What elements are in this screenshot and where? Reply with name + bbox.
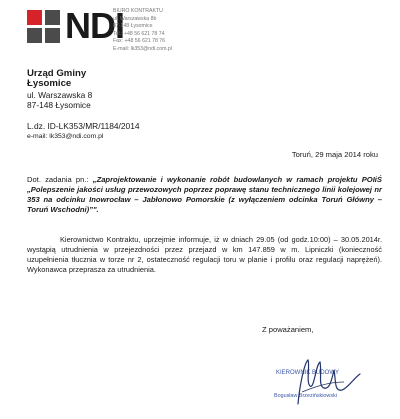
subject-title: „Zaprojektowanie i wykonanie robót budowlanych w ramach projektu POIiŚ „Polepszenie jakości usług przewozowych poprzez poprawę stanu technicznego linii kolejowej nr 353 na odcinku Inowrocław – Jabłonowo Pomorskie (z wyłączeniem odcinka Toruń Główny – Toruń Wschodni)”". bbox=[27, 175, 382, 214]
company-line: Fax: +48 56 621 78 76 bbox=[113, 38, 166, 45]
addressee-block bbox=[27, 69, 92, 111]
stamp-signature-icon bbox=[272, 352, 377, 412]
addressee-town: Łysomice bbox=[27, 78, 72, 90]
company-address-block bbox=[113, 8, 172, 54]
contact-email: e-mail: lk353@ndi.com.pl bbox=[27, 133, 104, 140]
company-line: E-mail: lk353@ndi.com.pl bbox=[113, 45, 172, 52]
addressee-postcode: 87-148 Łysomice bbox=[27, 100, 91, 111]
company-line: BIURO KONTRAKTU bbox=[113, 8, 163, 14]
subject-paragraph bbox=[27, 175, 382, 215]
logo-squares-icon bbox=[27, 10, 61, 44]
company-line: 87-148 Łysomice bbox=[113, 23, 153, 30]
addressee-street: ul. Warszawska 8 bbox=[27, 89, 93, 100]
body-paragraph: Kierownictwo Kontraktu, uprzejmie informuje, iż w dniach 29.05 (od godz.10:00) – 30.05.2014r. wystąpią utrudnienia w przejezdności przez przejazd w km 147.859 w m. Lipniczki (konieczność uzupełnienia tłucznia w torze nr 2, ostateczność regulacji toru w planie i profilu oraz regulacji naprężeń). Wykonawca przeprasza za utrudnienia. bbox=[27, 235, 382, 274]
letter-date: Toruń, 29 maja 2014 roku bbox=[291, 150, 378, 159]
company-line: Tel.: +48 56 621 78 74 bbox=[113, 30, 165, 37]
closing-regards: Z poważaniem, bbox=[262, 325, 314, 334]
logo-text: NDI bbox=[65, 5, 124, 46]
stamp-line2: Bogusław Brzezińskiowski bbox=[274, 393, 337, 399]
company-line: ul. Warszawska 8b bbox=[113, 15, 157, 22]
subject-prefix: Dot. zadania pn.: bbox=[27, 175, 93, 184]
company-logo bbox=[27, 5, 124, 46]
reference-number: L.dz. ID-LK353/MR/1184/2014 bbox=[27, 121, 140, 131]
stamp-line1: KIEROWNIK BUDOWY bbox=[276, 370, 340, 376]
addressee-name: Urząd Gminy bbox=[27, 68, 87, 79]
